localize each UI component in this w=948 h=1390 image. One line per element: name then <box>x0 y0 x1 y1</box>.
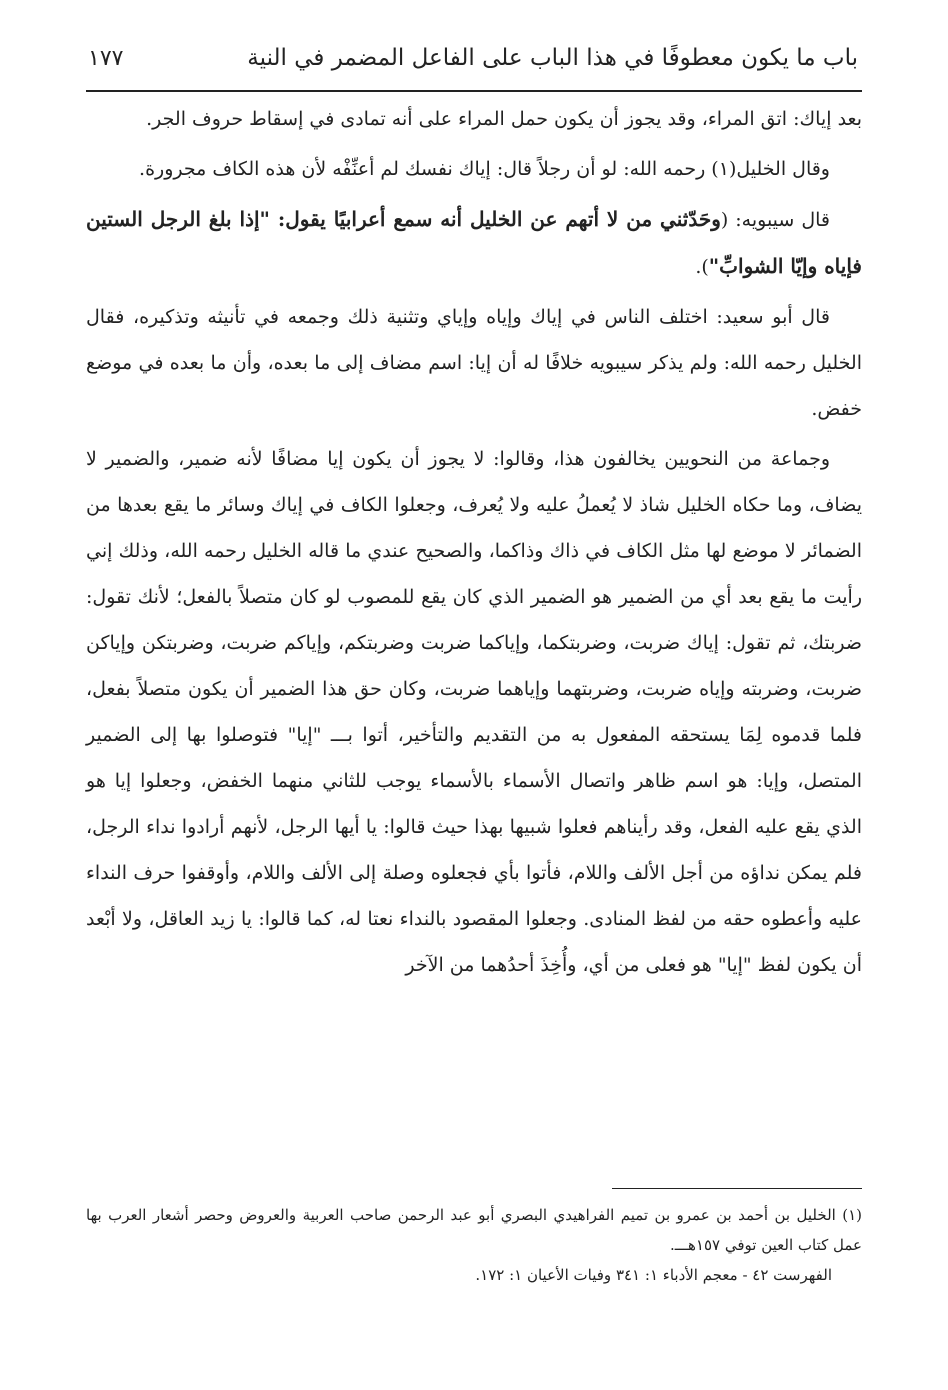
footnote-rule <box>612 1188 862 1189</box>
paragraph-3: قال أبو سعيد: اختلف الناس في إياك وإياه وإياي وتثنية ذلك وجمعه في تأنيثه وتذكيره، فقال الخليل رحمه الله: ولم يذكر سيبويه خلافًا له أن إيا: اسم مضاف إلى ما بعده، وأن ما بعده في موضع خفض. <box>86 306 862 420</box>
main-text <box>86 96 862 992</box>
footnote-sources: الفهرست ٤٢ - معجم الأدباء ١: ٣٤١ وفيات الأعيان ١: ١٧٢. <box>475 1266 832 1284</box>
page-number: ١٧٧ <box>88 45 124 71</box>
chapter-title: باب ما يكون معطوفًا في هذا الباب على الفاعل المضمر في النية <box>247 45 858 71</box>
paragraph-4: وجماعة من النحويين يخالفون هذا، وقالوا: لا يجوز أن يكون إيا مضافًا لأنه ضمير، والضمير لا يضاف، وما حكاه الخليل شاذ لا يُعملُ عليه ولا يُعرف، وجعلوا الكاف في إياك وسائر ما يقع بعدها من الضمائر لا موضع لها مثل الكاف في ذاك وذاكما، والصحيح عندي ما قاله الخليل رحمه الله، وذلك إني رأيت ما يقع بعد أي من الضمير هو الضمير الذي كان يقع للمصوب لو كان متصلاً بالفعل؛ لأنك تقول: ضربتك، ثم تقول: إياك ضربت، وضربتكما، وإياكما ضربت وضربتكم، وإياكم ضربت، وضربتكن وإياكن ضربت، وضربته وإياه ضربت، وضربتهما وإياهما ضربت، وكان حق هذا الضمير أن يكون متصلاً بفعل، فلما قدموه لِمَا يستحقه المفعول به من التقديم والتأخير، أتوا بـــ "إيا" فتوصلوا بها إلى الضمير المتصل، وإيا: هو اسم ظاهر واتصال الأسماء بالأسماء يوجب للثاني منهما الخفض، وجعلوا إيا هو الذي يقع عليه الفعل، وقد رأيناهم فعلوا شبيها بهذا حيث قالوا: يا أيها الرجل، لأنهم أرادوا نداء الرجل، فلم يمكن نداؤه من أجل الألف واللام، فأتوا بأي فجعلوه وصلة إلى الألف واللام، وأوقفوا حرف النداء عليه وأعطوه حقه من لفظ المنادى. وجعلوا المقصود بالنداء نعتا له، كما قالوا: يا زيد العاقل، ولا أبْعد أن يكون لفظ "إيا" هو فعلى من أي، وأُخِذَ أحدُهما من الآخر <box>86 448 862 976</box>
quote-text: وحَدّثني من لا أتهم عن الخليل أنه سمع أعرابيًا يقول: "إذا بلغ الرجل الستين فإياه وإيّا الشوابِّ" <box>86 207 862 278</box>
quote-paragraph <box>86 196 862 290</box>
page-header <box>88 30 858 86</box>
quote-close: ). <box>695 256 709 278</box>
footnotes <box>86 1200 862 1290</box>
header-rule <box>86 90 862 92</box>
paragraph-2: وقال الخليل(١) رحمه الله: لو أن رجلاً قال: إياك نفسك لم أعنِّفْه لأن هذه الكاف مجرورة. <box>139 158 830 180</box>
quote-intro: قال سيبويه: ( <box>720 209 830 231</box>
footnote-1: (١) الخليل بن أحمد بن عمرو بن تميم الفراهيدي البصري أبو عبد الرحمن صاحب العربية والعروض وحصر أشعار العرب بها عمل كتاب العين توفي ١٥٧هـــ. <box>86 1206 862 1254</box>
paragraph-1: بعد إياك: اتق المراء، وقد يجوز أن يكون حمل المراء على أنه تمادى في إسقاط حروف الجر. <box>146 108 862 130</box>
